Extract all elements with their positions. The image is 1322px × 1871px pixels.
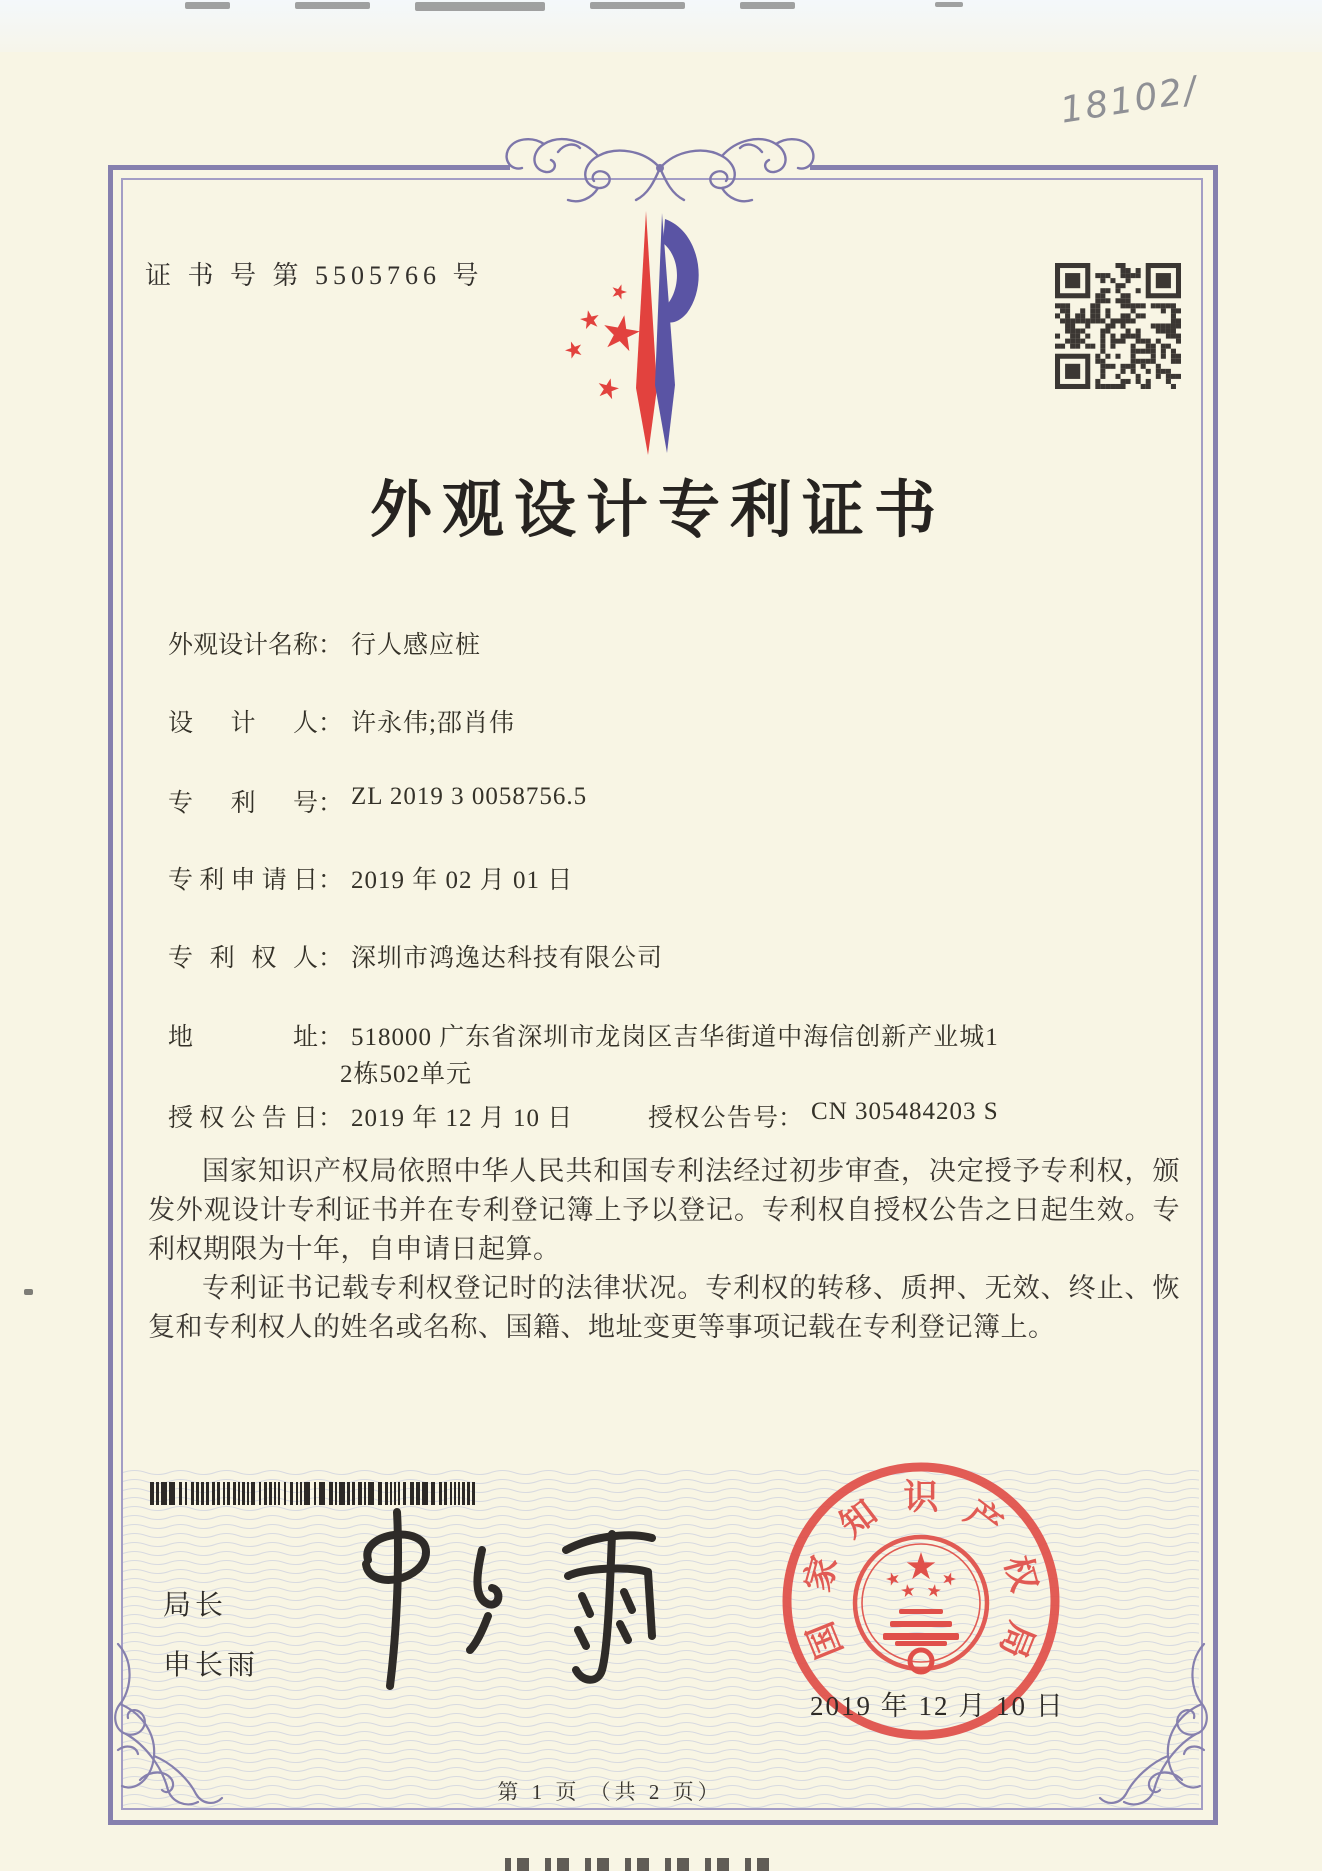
field-label: 授权公告日	[168, 1105, 318, 1132]
certificate-title: 外观设计专利证书	[369, 477, 946, 545]
field-label: 专利权人	[168, 945, 318, 972]
handwritten-note: 18102/	[1057, 69, 1202, 132]
certificate-number: 证 书 号 第 5505766 号	[145, 261, 484, 290]
field-value: CN 305484203 S	[811, 1098, 999, 1125]
logo-red-stroke	[636, 211, 657, 455]
legal-paragraph-1: 国家知识产权局依照中华人民共和国专利法经过初步审查，决定授予专利权，颁发外观设计专利证书并在专利登记簿上予以登记。专利权自授权公告之日起生效。专利权期限为十年，自申请日起算。	[148, 1156, 1180, 1264]
field-label: 外观设计名称	[168, 632, 319, 659]
scan-edge-strip	[0, 0, 1322, 52]
cnipa-logo	[533, 203, 711, 459]
field-patent-number: 专利号： ZL 2019 3 0058756.5	[168, 783, 588, 817]
legal-text	[148, 1152, 1180, 1347]
qr-code	[1055, 263, 1181, 389]
field-value: 518000 广东省深圳市龙岗区吉华街道中海信创新产业城1	[351, 1024, 999, 1051]
director-name: 申长雨	[163, 1650, 260, 1681]
field-patentee: 专利权人： 深圳市鸿逸达科技有限公司	[168, 938, 663, 974]
seal-arc-char: 产	[958, 1492, 1010, 1545]
field-label: 专利申请日	[168, 867, 318, 894]
seal-date: 2019 年 12 月 10 日	[810, 1691, 1065, 1721]
signature-script	[330, 1498, 670, 1703]
national-emblem	[883, 1552, 959, 1672]
director-title: 局长	[163, 1590, 228, 1621]
bottom-flourish-right	[1097, 1640, 1212, 1812]
clipped-next-page-text	[505, 1858, 770, 1871]
field-value: 行人感应桩	[351, 632, 482, 659]
field-address: 地址： 518000 广东省深圳市龙岗区吉华街道中海信创新产业城1	[168, 1017, 999, 1053]
seal-arc-char: 局	[992, 1616, 1042, 1664]
field-label: 授权公告号	[648, 1105, 778, 1132]
seal-arc-char: 国	[800, 1616, 850, 1664]
field-filing-date: 专利申请日： 2019 年 02 月 01 日	[168, 860, 573, 896]
field-value: 深圳市鸿逸达科技有限公司	[351, 945, 664, 972]
field-designer: 设计人： 许永伟;邵肖伟	[168, 703, 515, 739]
field-grant-number: 授权公告号： CN 305484203 S	[648, 1098, 999, 1132]
legal-paragraph-2: 专利证书记载专利权登记时的法律状况。专利权的转移、质押、无效、终止、恢复和专利权人的姓名或名称、国籍、地址变更等事项记载在专利登记簿上。	[148, 1273, 1180, 1342]
field-grant-date: 授权公告日： 2019 年 12 月 10 日	[168, 1098, 573, 1134]
field-label: 设计人	[168, 710, 318, 737]
field-address-line2: 2栋502单元	[340, 1061, 473, 1088]
field-value: 许永伟;邵肖伟	[351, 710, 515, 737]
field-label: 地址	[168, 1024, 318, 1051]
page-footer: 第 1 页 （共 2 页）	[497, 1780, 723, 1804]
seal-arc-char: 家	[797, 1551, 845, 1596]
scan-artifact-dot	[24, 1289, 33, 1295]
field-value: ZL 2019 3 0058756.5	[351, 783, 588, 810]
field-design-name: 外观设计名称： 行人感应桩	[168, 625, 481, 661]
bottom-flourish-left	[110, 1640, 225, 1812]
field-label: 专利号	[168, 790, 318, 817]
logo-stars	[563, 282, 642, 400]
field-value: 2019 年 12 月 10 日	[351, 1105, 574, 1132]
field-value: 2019 年 02 月 01 日	[351, 867, 574, 894]
seal-arc-char: 权	[997, 1551, 1045, 1596]
seal-arc-char: 知	[832, 1492, 884, 1545]
seal-arc-char: 识	[903, 1478, 939, 1517]
top-flourish-ornament	[448, 122, 872, 210]
